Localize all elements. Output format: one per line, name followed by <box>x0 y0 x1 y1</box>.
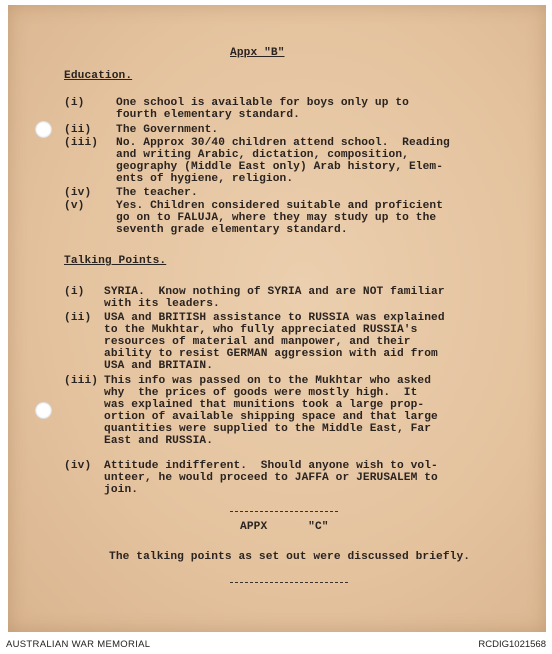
education-item-iii <box>64 137 534 185</box>
item-text: The teacher. <box>116 187 198 199</box>
item-number: (ii) <box>64 124 92 136</box>
footer-record-id: RCDIG1021568 <box>478 639 546 650</box>
education-item-v <box>64 200 534 236</box>
item-text: Attitude indifferent. Should anyone wish to vol- unteer, he would proceed to JAFFA or JERUSALEM to join. <box>104 460 438 496</box>
document-page <box>8 5 546 632</box>
item-number: (iii) <box>64 375 99 387</box>
education-item-iv <box>64 187 534 199</box>
item-number: (i) <box>64 286 85 298</box>
divider-rule <box>230 582 348 583</box>
talking-point-ii <box>64 312 534 372</box>
item-number: (iv) <box>64 187 92 199</box>
punch-hole <box>35 402 52 419</box>
talking-point-iii <box>64 375 534 447</box>
footer-institution: AUSTRALIAN WAR MEMORIAL <box>6 639 151 650</box>
education-heading: Education. <box>64 70 133 82</box>
item-text: The Government. <box>116 124 219 136</box>
item-number: (v) <box>64 200 85 212</box>
item-number: (ii) <box>64 312 92 324</box>
talking-point-iv <box>64 460 534 496</box>
item-text: USA and BRITISH assistance to RUSSIA was explained to the Mukhtar, who fully appreciated RUSSIA's resources of material and manpower, and their ability to resist GERMAN aggression with aid from USA and BRITAIN. <box>104 312 445 372</box>
punch-hole <box>35 121 52 138</box>
talking-points-heading: Talking Points. <box>64 255 167 267</box>
item-number: (i) <box>64 97 85 109</box>
appendix-c-label: APPX "C" <box>240 521 329 533</box>
item-number: (iv) <box>64 460 92 472</box>
appendix-c-text: The talking points as set out were discussed briefly. <box>109 551 471 563</box>
item-text: No. Approx 30/40 children attend school. Reading and writing Arabic, dictation, composition, geography (Middle East only) Arab history, Elem- ents of hygiene, religion. <box>116 137 450 185</box>
item-text: This info was passed on to the Mukhtar who asked why the prices of goods were mostly high. It was explained that munitions took a large prop- ortion of available shipping space and that large quantities were supplied to the Middle East, Far East and RUSSIA. <box>104 375 438 447</box>
appendix-title: Appx "B" <box>230 47 285 59</box>
talking-point-i <box>64 286 534 310</box>
divider-rule <box>230 511 338 512</box>
item-text: SYRIA. Know nothing of SYRIA and are NOT familiar with its leaders. <box>104 286 445 310</box>
item-number: (iii) <box>64 137 99 149</box>
item-text: Yes. Children considered suitable and proficient go on to FALUJA, where they may study up to the seventh grade elementary standard. <box>116 200 444 236</box>
education-item-ii <box>64 124 534 136</box>
archive-footer <box>0 634 552 654</box>
item-text: One school is available for boys only up to fourth elementary standard. <box>116 97 409 121</box>
education-item-i <box>64 97 534 121</box>
